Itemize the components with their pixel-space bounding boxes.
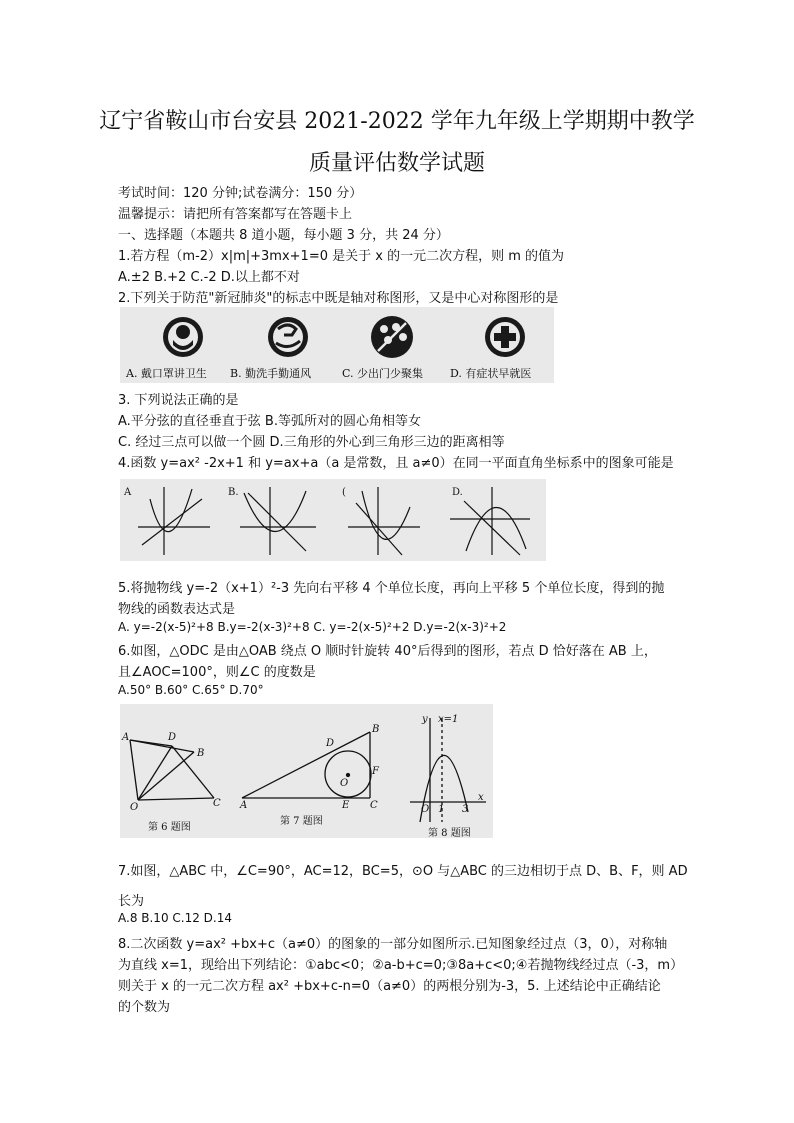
fig7-label-a: A [240, 800, 248, 811]
fig7-label-e: E [342, 800, 350, 811]
fig8-label-3: 3 [462, 804, 469, 815]
mask-icon [163, 317, 203, 357]
fig8-label-o: O [421, 804, 430, 815]
fig7-label-c: C [370, 800, 378, 811]
fig8-label-y: y [422, 714, 428, 725]
fig6-label-d: D [168, 732, 177, 743]
q7-stem-line2: 长为 [118, 894, 145, 909]
hand-wash-icon [268, 317, 308, 357]
section-heading: 一、选择题（本题共 8 道小题，每小题 3 分，共 24 分） [118, 228, 449, 243]
q6-stem-line1: 6.如图，△ODC 是由△OAB 绕点 O 顺时针旋转 40°后得到的图形，若点 D 恰好落在 AB 上， [118, 644, 657, 659]
q4-label-d: D. [452, 487, 463, 498]
reminder: 温馨提示：请把所有答案都写在答题卡上 [118, 207, 353, 222]
fig8-caption: 第 8 题图 [428, 828, 471, 838]
q4-graph-c [348, 487, 420, 555]
fig6-label-b: B [197, 748, 205, 759]
q5-stem-line1: 5.将抛物线 y=-2（x+1）²-3 先向右平移 4 个单位长度，再向上平移 5 个单位长度，得到的抛 [118, 581, 665, 596]
q2-figure [120, 307, 554, 383]
q6-stem-line2: 且∠AOC=100°，则∠C 的度数是 [118, 665, 316, 680]
fig7-triangle-circle [242, 732, 371, 798]
crowd-icon [371, 316, 413, 358]
q8-line2: 为直线 x=1，现给出下列结论：①abc<0；②a-b+c=0;③8a+c<0;④若抛物线经过点（-3，m） [118, 958, 684, 973]
fig7-label-f: F [372, 766, 379, 777]
fig7-caption: 第 7 题图 [280, 816, 323, 827]
q3-options-cd: C. 经过三点可以做一个圆 D.三角形的外心到三角形三边的距离相等 [118, 435, 505, 450]
q5-options: A. y=-2(x-5)²+8 B.y=-2(x-3)²+8 C. y=-2(x-5)²+2 D.y=-2(x-3)²+2 [118, 620, 507, 634]
fig8-label-x1: x=1 [438, 714, 459, 725]
q7-options: A.8 B.10 C.12 D.14 [118, 911, 232, 925]
fig8-label-x: x [478, 792, 484, 803]
q4-figure [120, 479, 546, 561]
fig8-label-1: 1 [438, 804, 445, 815]
q4-graph-b [240, 487, 316, 555]
q8-line4: 的个数为 [118, 1000, 171, 1015]
q4-graphs-svg [120, 479, 546, 561]
fig7-label-b: B [372, 724, 380, 735]
q2-caption-c: C. 少出门少聚集 [342, 367, 424, 380]
q1-options: A.±2 B.+2 C.-2 D.以上都不对 [118, 270, 300, 285]
q4-label-a: A [124, 487, 132, 498]
fig7-label-o: O [340, 778, 349, 789]
page-title: 辽宁省鞍山市台安县 2021-2022 学年九年级上学期期中教学 [99, 109, 695, 134]
fig6-label-a: A [122, 732, 130, 743]
q4-graph-a [138, 487, 210, 555]
q5-stem-line2: 物线的函数表达式是 [118, 602, 236, 617]
page-subtitle: 质量评估数学试题 [308, 151, 485, 176]
q8-line3: 则关于 x 的一元二次方程 ax² +bx+c-n=0（a≠0）的两根分别为-3，5. 上述结论中正确结论 [118, 979, 661, 994]
q2-caption-b: B. 勤洗手勤通风 [230, 367, 312, 380]
exam-time: 考试时间：120 分钟;试卷满分：150 分） [118, 186, 363, 201]
q3-stem: 3. 下列说法正确的是 [118, 393, 239, 408]
fig7-label-d: D [326, 738, 335, 749]
figures-6-7-8 [120, 704, 493, 838]
q4-stem: 4.函数 y=ax² -2x+1 和 y=ax+a（a 是常数，且 a≠0）在同一平面直角坐标系中的图象可能是 [118, 456, 674, 471]
q4-label-b: B. [228, 487, 239, 498]
q2-stem: 2.下列关于防范"新冠肺炎"的标志中既是轴对称图形，又是中心对称图形的是 [118, 291, 559, 306]
q1-stem: 1.若方程（m-2）x|m|+3mx+1=0 是关于 x 的一元二次方程，则 m 的值为 [118, 249, 565, 264]
fig6-label-c: C [213, 798, 221, 809]
fig6-caption: 第 6 题图 [148, 822, 191, 833]
q4-label-c: ( [342, 487, 346, 498]
medical-cross-icon [485, 317, 525, 357]
fig6-label-o: O [130, 802, 139, 813]
q8-line1: 8.二次函数 y=ax² +bx+c（a≠0）的图象的一部分如图所示.已知图象经过点（3，0），对称轴 [118, 937, 668, 952]
q3-options-ab: A.平分弦的直径垂直于弦 B.等弧所对的圆心角相等女 [118, 414, 421, 429]
q6-options: A.50° B.60° C.65° D.70° [118, 683, 264, 697]
q7-stem-line1: 7.如图，△ABC 中，∠C=90°，AC=12，BC=5，⊙O 与△ABC 的三边相切于点 D、B、F，则 AD [118, 864, 688, 879]
q2-caption-d: D. 有症状早就医 [450, 367, 532, 380]
q2-caption-a: A. 戴口罩讲卫生 [126, 367, 207, 380]
